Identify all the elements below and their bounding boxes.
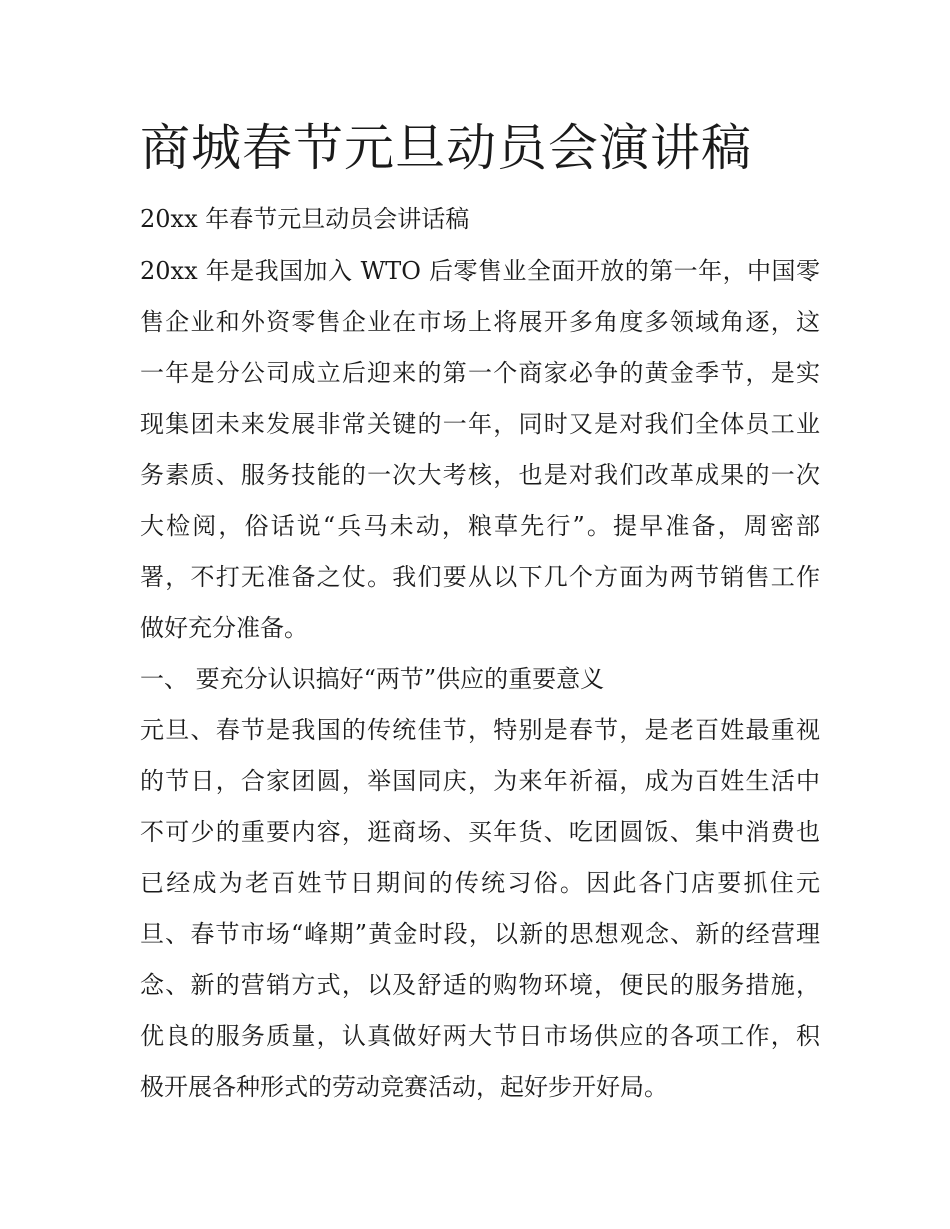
paragraph-intro (140, 246, 820, 654)
paragraph-line: 大检阅，俗话说“兵马未动，粮草先行”。提早准备，周密部 (140, 512, 820, 540)
paragraph-line: 售企业和外资零售企业在市场上将展开多角度多领域角逐，这 (140, 308, 820, 336)
paragraph-line: 念、新的营销方式，以及舒适的购物环境，便民的服务措施， (140, 971, 820, 999)
paragraph-significance (140, 705, 820, 1113)
paragraph-line: 20xx 年是我国加入 WTO 后零售业全面开放的第一年，中国零 (140, 257, 820, 285)
section-heading: 一、 要充分认识搞好“两节”供应的重要意义 (140, 665, 605, 693)
paragraph-line: 优良的服务质量，认真做好两大节日市场供应的各项工作，积 (140, 1022, 820, 1050)
paragraph-line: 署，不打无准备之仗。我们要从以下几个方面为两节销售工作 (140, 563, 820, 591)
paragraph-line: 做好充分准备。 (140, 614, 308, 642)
paragraph-line: 元旦、春节是我国的传统佳节，特别是春节，是老百姓最重视 (140, 716, 820, 744)
document-title: 商城春节元旦动员会演讲稿 (140, 119, 752, 177)
paragraph-line: 的节日，合家团圆，举国同庆，为来年祈福，成为百姓生活中 (140, 767, 820, 795)
document-subtitle: 20xx 年春节元旦动员会讲话稿 (140, 205, 470, 233)
paragraph-line: 不可少的重要内容，逛商场、买年货、吃团圆饭、集中消费也 (140, 818, 820, 846)
paragraph-line: 旦、春节市场“峰期”黄金时段，以新的思想观念、新的经营理 (140, 920, 820, 948)
paragraph-line: 务素质、服务技能的一次大考核，也是对我们改革成果的一次 (140, 461, 820, 489)
paragraph-line: 一年是分公司成立后迎来的第一个商家必争的黄金季节，是实 (140, 359, 820, 387)
document-page (140, 112, 820, 1113)
paragraph-line: 已经成为老百姓节日期间的传统习俗。因此各门店要抓住元 (140, 869, 820, 897)
paragraph-line: 极开展各种形式的劳动竞赛活动，起好步开好局。 (140, 1073, 668, 1101)
paragraph-line: 现集团未来发展非常关键的一年，同时又是对我们全体员工业 (140, 410, 820, 438)
